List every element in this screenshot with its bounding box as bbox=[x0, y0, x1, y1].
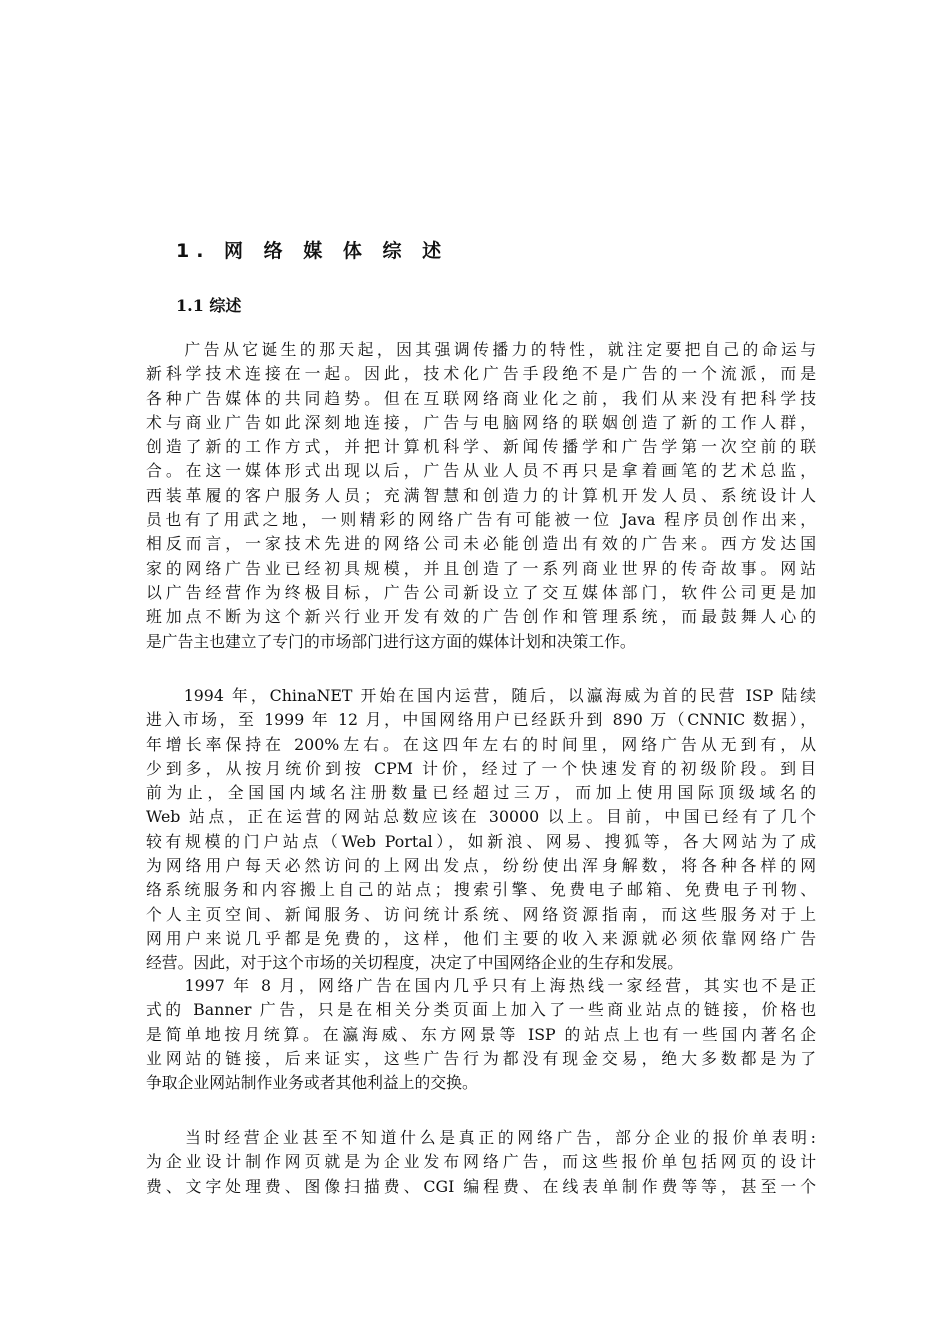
paragraph-3 bbox=[146, 974, 816, 1095]
text-line: 员也有了用武之地，一则精彩的网络广告有可能被一位 Java 程序员创作出来， bbox=[146, 510, 816, 530]
text-line: 经营。因此，对于这个市场的关切程度，决定了中国网络企业的生存和发展。 bbox=[146, 953, 684, 973]
paragraph-2 bbox=[146, 684, 816, 976]
text-line: 合。在这一媒体形式出现以后，广告从业人员不再只是拿着画笔的艺术总监， bbox=[146, 461, 816, 481]
text-line: 以广告经营作为终极目标，广告公司新设立了交互媒体部门，软件公司更是加 bbox=[146, 582, 816, 602]
text-line: 新科学技术连接在一起。因此，技术化广告手段绝不是广告的一个流派，而是 bbox=[146, 364, 816, 384]
text-line: Web 站点，正在运营的网站总数应该在 30000 以上。目前，中国已经有了几个 bbox=[146, 807, 816, 827]
text-line: 较有规模的门户站点（Web Portal），如新浪、网易、搜狐等，各大网站为了成 bbox=[146, 831, 816, 851]
text-line: 前为止，全国国内域名注册数量已经超过三万，而加上使用国际顶级域名的 bbox=[146, 783, 816, 803]
text-line: 当时经营企业甚至不知道什么是真正的网络广告，部分企业的报价单表明: bbox=[146, 1128, 816, 1147]
text-line: 创造了新的工作方式，并把计算机科学、新闻传播学和广告学第一次空前的联 bbox=[146, 437, 816, 457]
text-line: 个人主页空间、新闻服务、访问统计系统、网络资源指南，而这些服务对于上 bbox=[146, 904, 816, 924]
text-line: 广告从它诞生的那天起，因其强调传播力的特性，就注定要把自己的命运与 bbox=[146, 340, 816, 359]
paragraph-4 bbox=[146, 1126, 816, 1199]
text-line: 网用户来说几乎都是免费的，这样，他们主要的收入来源就必须依靠网络广告 bbox=[146, 928, 816, 948]
text-line: 年增长率保持在 200%左右。在这四年左右的时间里，网络广告从无到有，从 bbox=[146, 734, 816, 754]
text-line: 争取企业网站制作业务或者其他利益上的交换。 bbox=[146, 1073, 478, 1093]
text-line: 家的网络广告业已经初具规模，并且创造了一系列商业世界的传奇故事。网站 bbox=[146, 558, 816, 578]
text-line: 各种广告媒体的共同趋势。但在互联网络商业化之前，我们从来没有把科学技 bbox=[146, 388, 816, 408]
text-line: 是广告主也建立了专门的市场部门进行这方面的媒体计划和决策工作。 bbox=[146, 631, 636, 651]
text-line: 1994 年，ChinaNET 开始在国内运营，随后，以瀛海威为首的民营 ISP 陆续 bbox=[146, 686, 816, 705]
text-line: 西装革履的客户服务人员；充满智慧和创造力的计算机开发人员、系统设计人 bbox=[146, 485, 816, 505]
text-line: 班加点不断为这个新兴行业开发有效的广告创作和管理系统，而最鼓舞人心的 bbox=[146, 607, 816, 627]
text-line: 业网站的链接，后来证实，这些广告行为都没有现金交易，绝大多数都是为了 bbox=[146, 1048, 816, 1068]
text-line: 费、文字处理费、图像扫描费、CGI 编程费、在线表单制作费等等，甚至一个 bbox=[146, 1176, 816, 1196]
text-line: 术与商业广告如此深刻地连接，广告与电脑网络的联姻创造了新的工作人群， bbox=[146, 412, 816, 432]
text-line: 络系统服务和内容搬上自己的站点；搜索引擎、免费电子邮箱、免费电子刊物、 bbox=[146, 880, 816, 900]
text-line: 进入市场，至 1999 年 12 月，中国网络用户已经跃升到 890 万（CNNIC 数据）， bbox=[146, 710, 816, 730]
text-line: 相反而言，一家技术先进的网络公司未必能创造出有效的广告来。西方发达国 bbox=[146, 534, 816, 554]
text-line: 1997 年 8 月，网络广告在国内几乎只有上海热线一家经营，其实也不是正 bbox=[146, 976, 816, 995]
text-line: 少到多，从按月统价到按 CPM 计价，经过了一个快速发育的初级阶段。到目 bbox=[146, 758, 816, 778]
subsection-heading: 1.1 综述 bbox=[176, 296, 242, 315]
section-heading: 1. 网 络 媒 体 综 述 bbox=[176, 240, 449, 262]
text-line: 是简单地按月统算。在瀛海威、东方网景等 ISP 的站点上也有一些国内著名企 bbox=[146, 1024, 816, 1044]
text-line: 式的 Banner 广告，只是在相关分类页面上加入了一些商业站点的链接，价格也 bbox=[146, 1000, 816, 1020]
text-line: 为网络用户每天必然访问的上网出发点，纷纷使出浑身解数，将各种各样的网 bbox=[146, 856, 816, 876]
paragraph-1 bbox=[146, 338, 816, 654]
text-line: 为企业设计制作网页就是为企业发布网络广告，而这些报价单包括网页的设计 bbox=[146, 1152, 816, 1172]
